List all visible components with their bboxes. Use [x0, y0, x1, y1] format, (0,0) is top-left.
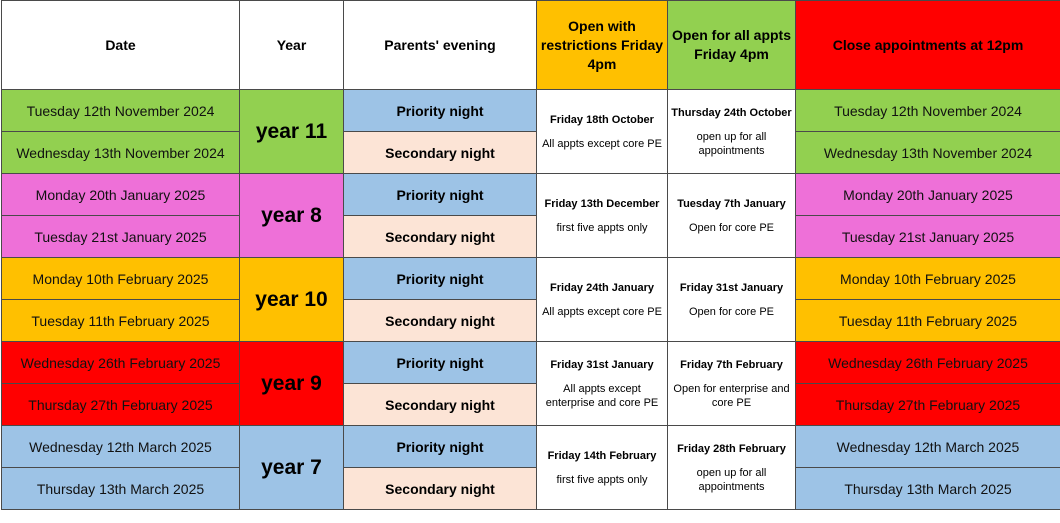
open-all-cell: [668, 174, 796, 258]
restrict-date: Friday 24th January: [550, 281, 654, 294]
date-cell: Wednesday 12th March 2025: [2, 426, 240, 468]
restrict-note: All appts except enterprise and core PE: [545, 382, 659, 409]
date-cell: Wednesday 13th November 2024: [2, 132, 240, 174]
open-all-date: Friday 31st January: [679, 281, 784, 294]
close-cell: Tuesday 11th February 2025: [796, 300, 1060, 342]
table-row: [2, 174, 1060, 216]
restrict-date: Friday 31st January: [550, 358, 654, 371]
date-cell: Monday 10th February 2025: [2, 258, 240, 300]
open-all-date: Friday 7th February: [680, 358, 783, 371]
close-cell: Wednesday 26th February 2025: [796, 342, 1060, 384]
header-parents-evening: Parents' evening: [344, 1, 537, 90]
open-all-cell: [668, 90, 796, 174]
table-row: [2, 468, 1060, 510]
close-cell: Thursday 13th March 2025: [796, 468, 1060, 510]
header-open-restrictions: Open with restrictions Friday 4pm: [537, 1, 668, 90]
open-all-date: Thursday 24th October: [671, 106, 792, 119]
open-all-date: Friday 28th February: [677, 442, 786, 455]
secondary-night-cell: Secondary night: [344, 384, 537, 426]
header-open-all: Open for all appts Friday 4pm: [668, 1, 796, 90]
priority-night-cell: Priority night: [344, 426, 537, 468]
date-cell: Tuesday 21st January 2025: [2, 216, 240, 258]
year-cell: year 11: [240, 90, 344, 174]
close-cell: Wednesday 12th March 2025: [796, 426, 1060, 468]
table-row: [2, 342, 1060, 384]
restrict-date: Friday 14th February: [547, 449, 657, 462]
open-restrictions-cell: [537, 90, 668, 174]
year-cell: year 7: [240, 426, 344, 510]
close-cell: Wednesday 13th November 2024: [796, 132, 1060, 174]
date-cell: Wednesday 26th February 2025: [2, 342, 240, 384]
table-row: [2, 132, 1060, 174]
table-row: [2, 300, 1060, 342]
table-row: [2, 258, 1060, 300]
open-restrictions-cell: [537, 258, 668, 342]
date-cell: Thursday 27th February 2025: [2, 384, 240, 426]
date-cell: Thursday 13th March 2025: [2, 468, 240, 510]
table-row: [2, 216, 1060, 258]
close-cell: Tuesday 12th November 2024: [796, 90, 1060, 132]
year-cell: year 8: [240, 174, 344, 258]
priority-night-cell: Priority night: [344, 174, 537, 216]
year-cell: year 10: [240, 258, 344, 342]
table-row: [2, 426, 1060, 468]
restrict-note: first five appts only: [556, 221, 648, 234]
open-all-note: open up for all appointments: [696, 466, 767, 493]
restrict-note: first five appts only: [556, 473, 648, 486]
open-restrictions-cell: [537, 342, 668, 426]
open-all-cell: [668, 258, 796, 342]
close-cell: Monday 10th February 2025: [796, 258, 1060, 300]
header-year: Year: [240, 1, 344, 90]
restrict-date: Friday 18th October: [550, 113, 654, 126]
restrict-note: All appts except core PE: [542, 137, 662, 150]
open-restrictions-cell: [537, 426, 668, 510]
date-cell: Monday 20th January 2025: [2, 174, 240, 216]
open-all-note: Open for core PE: [689, 305, 774, 318]
date-cell: Tuesday 11th February 2025: [2, 300, 240, 342]
year-cell: year 9: [240, 342, 344, 426]
appointments-schedule-table: [1, 0, 1060, 510]
priority-night-cell: Priority night: [344, 90, 537, 132]
open-all-note: Open for core PE: [689, 221, 774, 234]
priority-night-cell: Priority night: [344, 342, 537, 384]
close-cell: Tuesday 21st January 2025: [796, 216, 1060, 258]
open-all-cell: [668, 342, 796, 426]
close-cell: Thursday 27th February 2025: [796, 384, 1060, 426]
close-cell: Monday 20th January 2025: [796, 174, 1060, 216]
priority-night-cell: Priority night: [344, 258, 537, 300]
open-all-date: Tuesday 7th January: [677, 197, 786, 210]
header-close: Close appointments at 12pm: [796, 1, 1060, 90]
header-row: [2, 1, 1060, 90]
open-all-note: open up for all appointments: [696, 130, 767, 157]
restrict-date: Friday 13th December: [544, 197, 660, 210]
open-restrictions-cell: [537, 174, 668, 258]
date-cell: Tuesday 12th November 2024: [2, 90, 240, 132]
secondary-night-cell: Secondary night: [344, 216, 537, 258]
secondary-night-cell: Secondary night: [344, 300, 537, 342]
secondary-night-cell: Secondary night: [344, 132, 537, 174]
secondary-night-cell: Secondary night: [344, 468, 537, 510]
header-date: Date: [2, 1, 240, 90]
restrict-note: All appts except core PE: [542, 305, 662, 318]
open-all-note: Open for enterprise and core PE: [673, 382, 790, 409]
table-row: [2, 90, 1060, 132]
open-all-cell: [668, 426, 796, 510]
table-row: [2, 384, 1060, 426]
